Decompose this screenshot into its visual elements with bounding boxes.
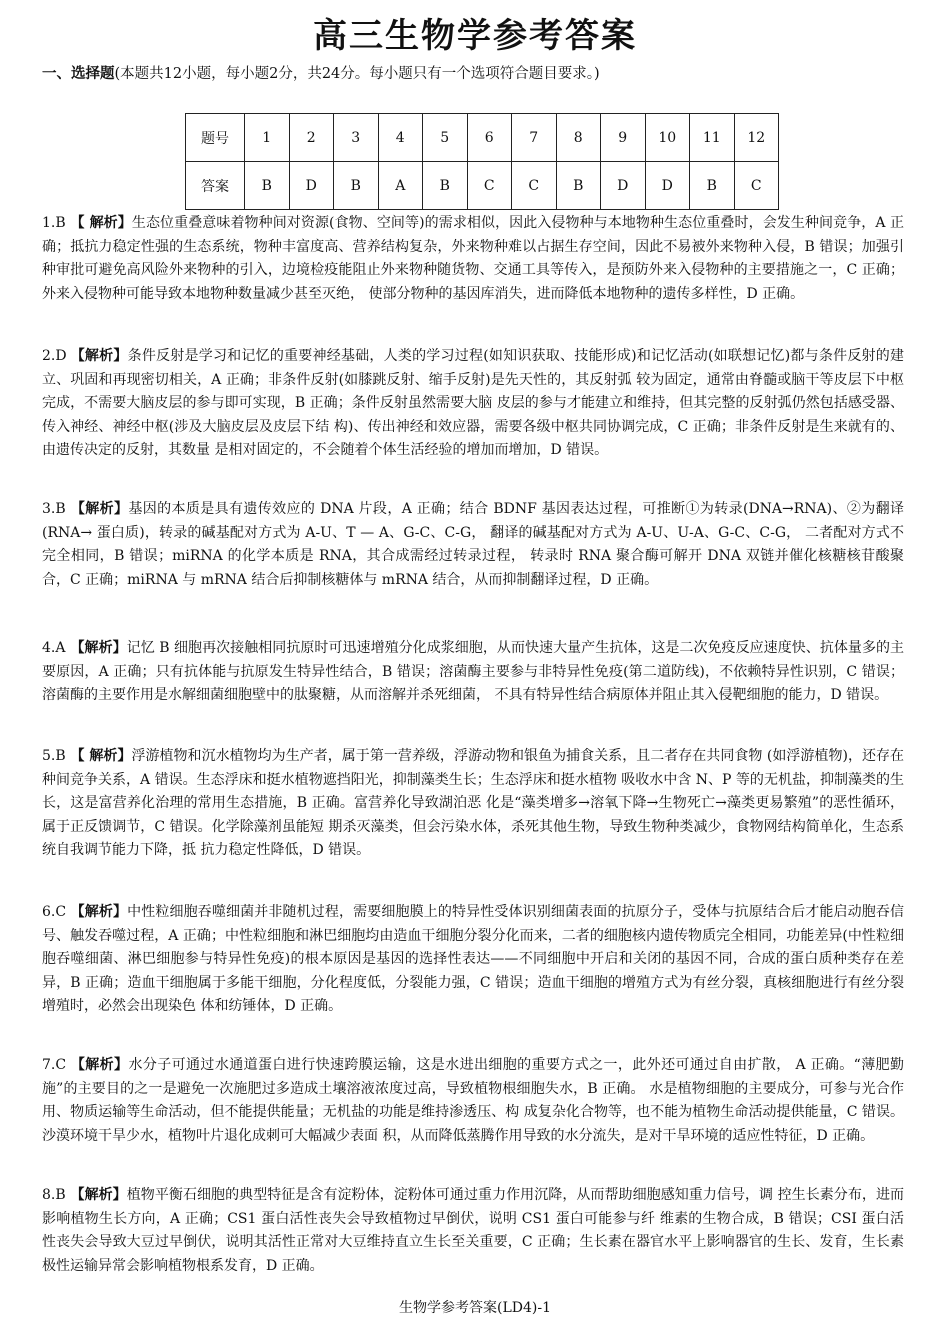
question-number-cell: 1 [245,114,290,162]
answer-table-number-row [186,114,779,162]
question-number: 3.B [42,501,66,517]
explanation-text: 记忆 B 细胞再次接触相同抗原时可迅速增殖分化成浆细胞，从而快速大量产生抗体，这是二次免疫反应速度快、抗体量多的主要原因，A 正确；只有抗体能与抗原发生特异性结合，B 错误；溶菌酶主要参与非特异性免疫(第二道防线)，不依赖特异性识别，C 错误；溶菌酶的主要作用是水解细菌细胞壁中的肽聚糖，从而溶解并杀死细菌， 不具有特异性结合病原体并阻止其入侵靶细胞的能力，D 错误。 [42,640,905,703]
answer-cell: C [512,162,557,210]
question-number: 8.B [42,1187,66,1203]
answer-cell: B [334,162,379,210]
question-number: 7.C [42,1057,67,1073]
question-number-cell: 6 [467,114,512,162]
explanation-text: 水分子可通过水通道蛋白进行快速跨膜运输，这是水进出细胞的重要方式之一，此外还可通过自由扩散， A 正确。“薄肥勤施”的主要目的之一是避免一次施肥过多造成土壤溶液浓度过高，导致植物根细胞失水，B 正确。 水是植物细胞的主要成分，可参与光合作用、物质运输等生命活动，但不能提供能量；无机盐的功能是维持渗透压、构 成复杂化合物等，也不能为植物生命活动提供能量，C 错误。沙漠环境干旱少水，植物叶片退化成刺可大幅减少表面 积，从而降低蒸腾作用导致的水分流失，是对干旱环境的适应性特征，D 正确。 [42,1057,905,1144]
question-explanation-5 [42,745,904,863]
explanation-tag: 【 解析】 [70,215,132,231]
explanation-text: 生态位重叠意味着物种间对资源(食物、空间等)的需求相似，因此入侵物种与本地物种生态位重叠时，会发生种间竞争，A 正确；抵抗力稳定性强的生态系统，物种丰富度高、营养结构复杂，外来物种难以占据生存空间，因此不易被外来物种入侵，B 错误；加强引种审批可避免高风险外来物种的引入，边境检疫能阻止外来物种随货物、交通工具等传入，是预防外来入侵物种的主要措施之一，C 正确；外来入侵物种可能导致本地物种数量减少甚至灭绝， 使部分物种的基因库消失，进而降低本地物种的遗传多样性，D 正确。 [42,215,905,302]
answer-cell: B [690,162,735,210]
question-explanation-8 [42,1184,904,1278]
answer-table [185,113,779,210]
explanation-text: 基因的本质是具有遗传效应的 DNA 片段，A 正确；结合 BDNF 基因表达过程，可推断①为转录(DNA→RNA)、②为翻译(RNA→ 蛋白质)，转录的碱基配对方式为 A-U、T — A、G-C、C-G， 翻译的碱基配对方式为 A-U、U-A、G-C、C-G， 二者配对方式不完全相同，B 错误；miRNA 的化学本质是 RNA，其合成需经过转录过程， 转录时 RNA 聚合酶可解开 DNA 双链并催化核糖核苷酸聚合，C 正确；miRNA 与 mRNA 结合后抑制核糖体与 mRNA 结合，从而抑制翻译过程，D 正确。 [42,501,905,588]
question-number-cell: 10 [645,114,690,162]
answer-cell: D [601,162,646,210]
answer-cell: A [378,162,423,210]
section-heading [42,62,600,83]
explanation-text: 浮游植物和沉水植物均为生产者，属于第一营养级，浮游动物和银鱼为捕食关系，且二者存在共同食物 (如浮游植物)，还存在种间竞争关系，A 错误。生态浮床和挺水植物遮挡阳光，抑制藻类生长；生态浮床和挺水植物 吸收水中含 N、P 等的无机盐，抑制藻类的生长，这是富营养化治理的常用生态措施，B 正确。富营养化导致湖泊恶 化是“藻类增多→溶氧下降→生物死亡→藻类更易繁殖”的恶性循环，属于正反馈调节，C 错误。化学除藻剂虽能短 期杀灭藻类，但会污染水体，杀死其他生物，导致生物种类减少，食物网结构简单化，生态系统自我调节能力下降，抵 抗力稳定性降低，D 错误。 [42,748,905,858]
question-number-cell: 2 [289,114,334,162]
question-number: 4.A [42,640,66,656]
question-explanation-4 [42,637,904,708]
explanation-text: 植物平衡石细胞的典型特征是含有淀粉体，淀粉体可通过重力作用沉降，从而帮助细胞感知重力信号，调 控生长素分布，进而影响植物生长方向，A 正确；CS1 蛋白活性丧失会导致植物过早倒伏，说明 CS1 蛋白可能参与纤 维素的生物合成，B 错误；CSI 蛋白活性丧失会导致大豆过早倒伏，说明其活性正常对大豆维持直立生长至关重要，C 正确；生长素在器官水平上影响器官的生长、发育，生长素极性运输异常会影响植物根系发育，D 正确。 [42,1187,905,1274]
answer-cell: B [423,162,468,210]
table-header-cell: 题号 [186,114,245,162]
question-number-cell: 8 [556,114,601,162]
question-explanation-6 [42,901,904,1019]
question-number-cell: 9 [601,114,646,162]
question-number-cell: 5 [423,114,468,162]
answer-cell: C [467,162,512,210]
question-number: 6.C [42,904,67,920]
question-number: 2.D [42,348,67,364]
question-explanation-7 [42,1054,904,1148]
answer-cell: B [245,162,290,210]
explanation-tag: 【 解析】 [70,748,132,764]
question-number-cell: 7 [512,114,557,162]
explanation-tag: 【解析】 [70,1187,127,1203]
question-number: 1.B [42,215,66,231]
question-explanation-2 [42,345,904,463]
explanation-tag: 【解析】 [70,904,128,920]
answer-cell: D [289,162,334,210]
question-number-cell: 3 [334,114,379,162]
question-explanation-3 [42,498,904,592]
answer-cell: B [556,162,601,210]
question-number: 5.B [42,748,66,764]
explanation-tag: 【解析】 [70,348,128,364]
section-title: 一、选择题 [42,66,115,82]
page-footer: 生物学参考答案(LD4)-1 [399,1300,551,1316]
question-number-cell: 11 [690,114,735,162]
explanation-text: 条件反射是学习和记忆的重要神经基础，人类的学习过程(如知识获取、技能形成)和记忆活动(如联想记忆)都与条件反射的建立、巩固和再现密切相关，A 正确；非条件反射(如膝跳反射、缩手反射)是先天性的，其反射弧 较为固定，通常由脊髓或脑干等皮层下中枢完成，不需要大脑皮层的参与即可实现，B 正确；条件反射虽然需要大脑 皮层的参与才能建立和维持，但其完整的反射弧仍然包括感受器、传入神经、神经中枢(涉及大脑皮层及皮层下结 构)、传出神经和效应器，需要各级中枢共同协调完成，C 正确；非条件反射是生来就有的、由遗传决定的反射，其数量 是相对固定的，不会随着个体生活经验的增加而增加，D 错误。 [42,348,905,458]
answer-table-answer-row [186,162,779,210]
question-number-cell: 12 [734,114,779,162]
explanation-text: 中性粒细胞吞噬细菌并非随机过程，需要细胞膜上的特异性受体识别细菌表面的抗原分子，受体与抗原结合后才能启动胞吞信号、触发吞噬过程，A 正确；中性粒细胞和淋巴细胞均由造血干细胞分裂分化而来，二者的细胞核内遗传物质完全相同，功能差异(中性粒细胞吞噬细菌、淋巴细胞参与特异性免疫)的根本原因是基因的选择性表达——不同细胞中开启和关闭的基因不同，合成的蛋白质种类存在差异，B 正确；造血干细胞属于多能干细胞，分化程度低，分裂能力强，C 错误；造血干细胞的增殖方式为有丝分裂，真核细胞进行有丝分裂增殖时，必然会出现染色 体和纺锤体，D 正确。 [42,904,904,1014]
table-header-cell: 答案 [186,162,245,210]
explanation-tag: 【解析】 [70,501,129,517]
explanation-tag: 【解析】 [70,640,127,656]
answer-cell: C [734,162,779,210]
question-explanation-1 [42,212,904,306]
page-title: 高三生物学参考答案 [313,16,637,56]
explanation-tag: 【解析】 [70,1057,129,1073]
answer-cell: D [645,162,690,210]
section-note: (本题共12小题，每小题2分，共24分。每小题只有一个选项符合题目要求。) [114,66,600,82]
question-number-cell: 4 [378,114,423,162]
